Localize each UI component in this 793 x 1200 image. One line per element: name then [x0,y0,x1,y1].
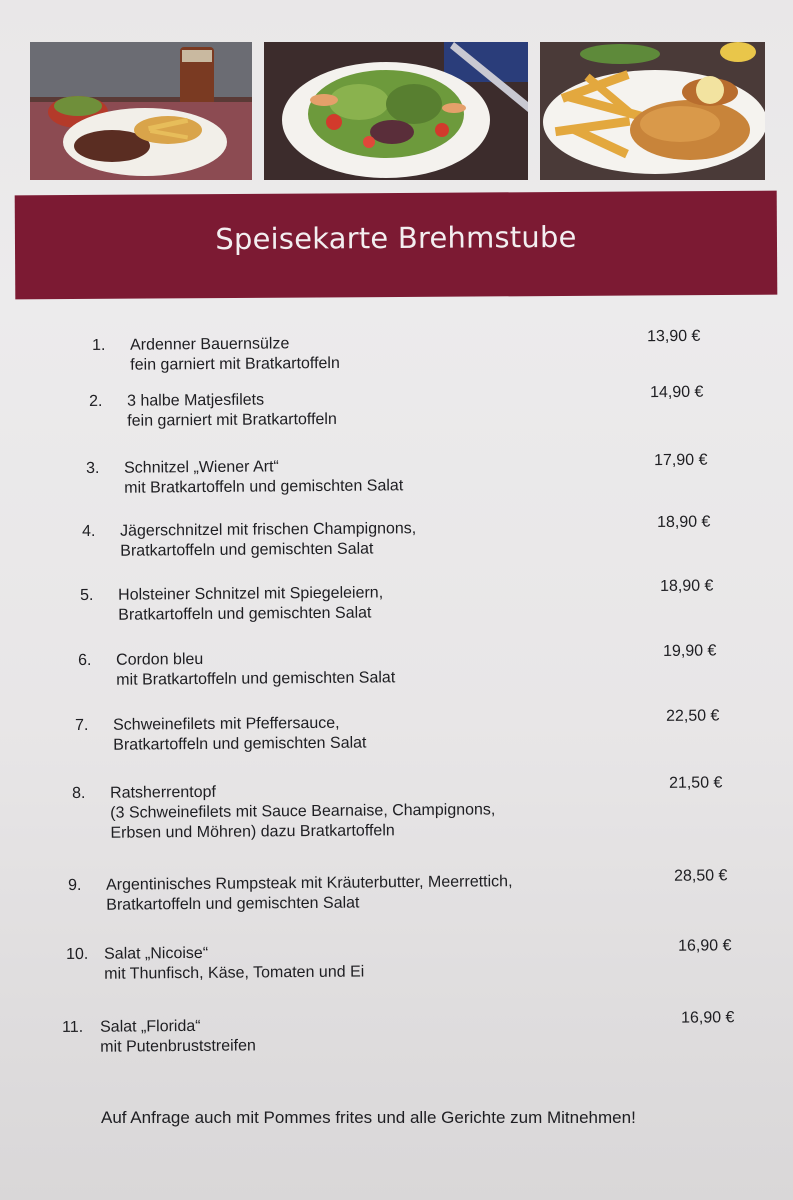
item-description [100,1013,600,1057]
item-number: 3. [86,459,100,478]
item-number: 4. [82,522,96,541]
menu-item [62,1009,762,1056]
item-name: Argentinisches Rumpsteak mit Kräuterbutter, Meerrettich, [106,873,513,894]
footer-note: Auf Anfrage auch mit Pommes frites und alle Gerichte zum Mitnehmen! [101,1108,636,1127]
item-price: 18,90 € [656,513,711,532]
menu-item [89,383,789,430]
item-description [106,871,606,915]
item-detail: mit Putenbruststreifen [100,1037,256,1056]
item-description [118,581,618,625]
item-detail: mit Bratkartoffeln und gemischten Salat [116,669,396,689]
menu-item [66,937,766,983]
item-price: 16,90 € [680,1009,735,1027]
item-description [127,387,627,431]
item-number: 8. [72,784,86,803]
item-price: 18,90 € [659,577,714,595]
menu-item [78,642,778,689]
item-description [120,517,620,561]
item-detail: Erbsen und Möhren) dazu Bratkartoffeln [110,822,395,842]
item-number: 6. [78,651,92,670]
item-name: Ardenner Bauernsülze [130,335,290,354]
item-name: Cordon bleu [116,650,204,669]
item-name: Jägerschnitzel mit frischen Champignons, [120,520,417,540]
item-number: 10. [66,945,89,964]
item-price: 19,90 € [662,642,717,660]
item-description [113,711,613,755]
item-detail: Bratkartoffeln und gemischten Salat [120,540,374,560]
item-detail: mit Thunfisch, Käse, Tomaten und Ei [104,963,365,983]
item-price: 14,90 € [649,383,704,402]
menu-item [80,577,780,624]
item-name: Holsteiner Schnitzel mit Spiegeleiern, [118,584,384,604]
item-description [104,940,604,984]
item-number: 2. [89,392,103,411]
item-detail: Bratkartoffeln und gemischten Salat [118,604,372,624]
item-name: Ratsherrentopf [110,783,217,802]
menu-item [68,867,768,914]
item-price: 21,50 € [668,774,723,792]
item-name: Salat „Nicoise“ [104,944,209,963]
item-name: 3 halbe Matjesfilets [127,391,265,410]
item-detail: Bratkartoffeln und gemischten Salat [113,734,367,754]
item-description [116,646,616,690]
item-price: 22,50 € [665,707,720,725]
menu-item [82,513,782,560]
menu-item [92,327,792,374]
item-description [124,454,624,498]
item-number: 11. [62,1018,84,1037]
item-detail: Bratkartoffeln und gemischten Salat [106,894,360,914]
menu-item [75,707,775,754]
item-number: 1. [92,336,106,355]
menu-item [72,774,772,842]
item-detail: mit Bratkartoffeln und gemischten Salat [124,477,404,497]
item-name: Schnitzel „Wiener Art“ [124,458,279,477]
item-price: 17,90 € [653,451,708,470]
item-description [130,331,630,375]
item-detail: (3 Schweinefilets mit Sauce Bearnaise, Champignons, [110,801,496,822]
item-name: Salat „Florida“ [100,1017,201,1036]
item-number: 7. [75,716,89,735]
item-price: 28,50 € [673,867,728,885]
menu-item [86,451,786,497]
item-price: 16,90 € [677,937,732,955]
item-name: Schweinefilets mit Pfeffersauce, [113,714,340,734]
item-detail: fein garniert mit Bratkartoffeln [130,354,340,374]
item-price: 13,90 € [646,327,701,346]
item-detail: fein garniert mit Bratkartoffeln [127,410,337,430]
item-number: 5. [80,586,94,605]
item-number: 9. [68,876,82,895]
page-title: Speisekarte Brehmstube [215,219,577,257]
item-description [110,779,611,843]
